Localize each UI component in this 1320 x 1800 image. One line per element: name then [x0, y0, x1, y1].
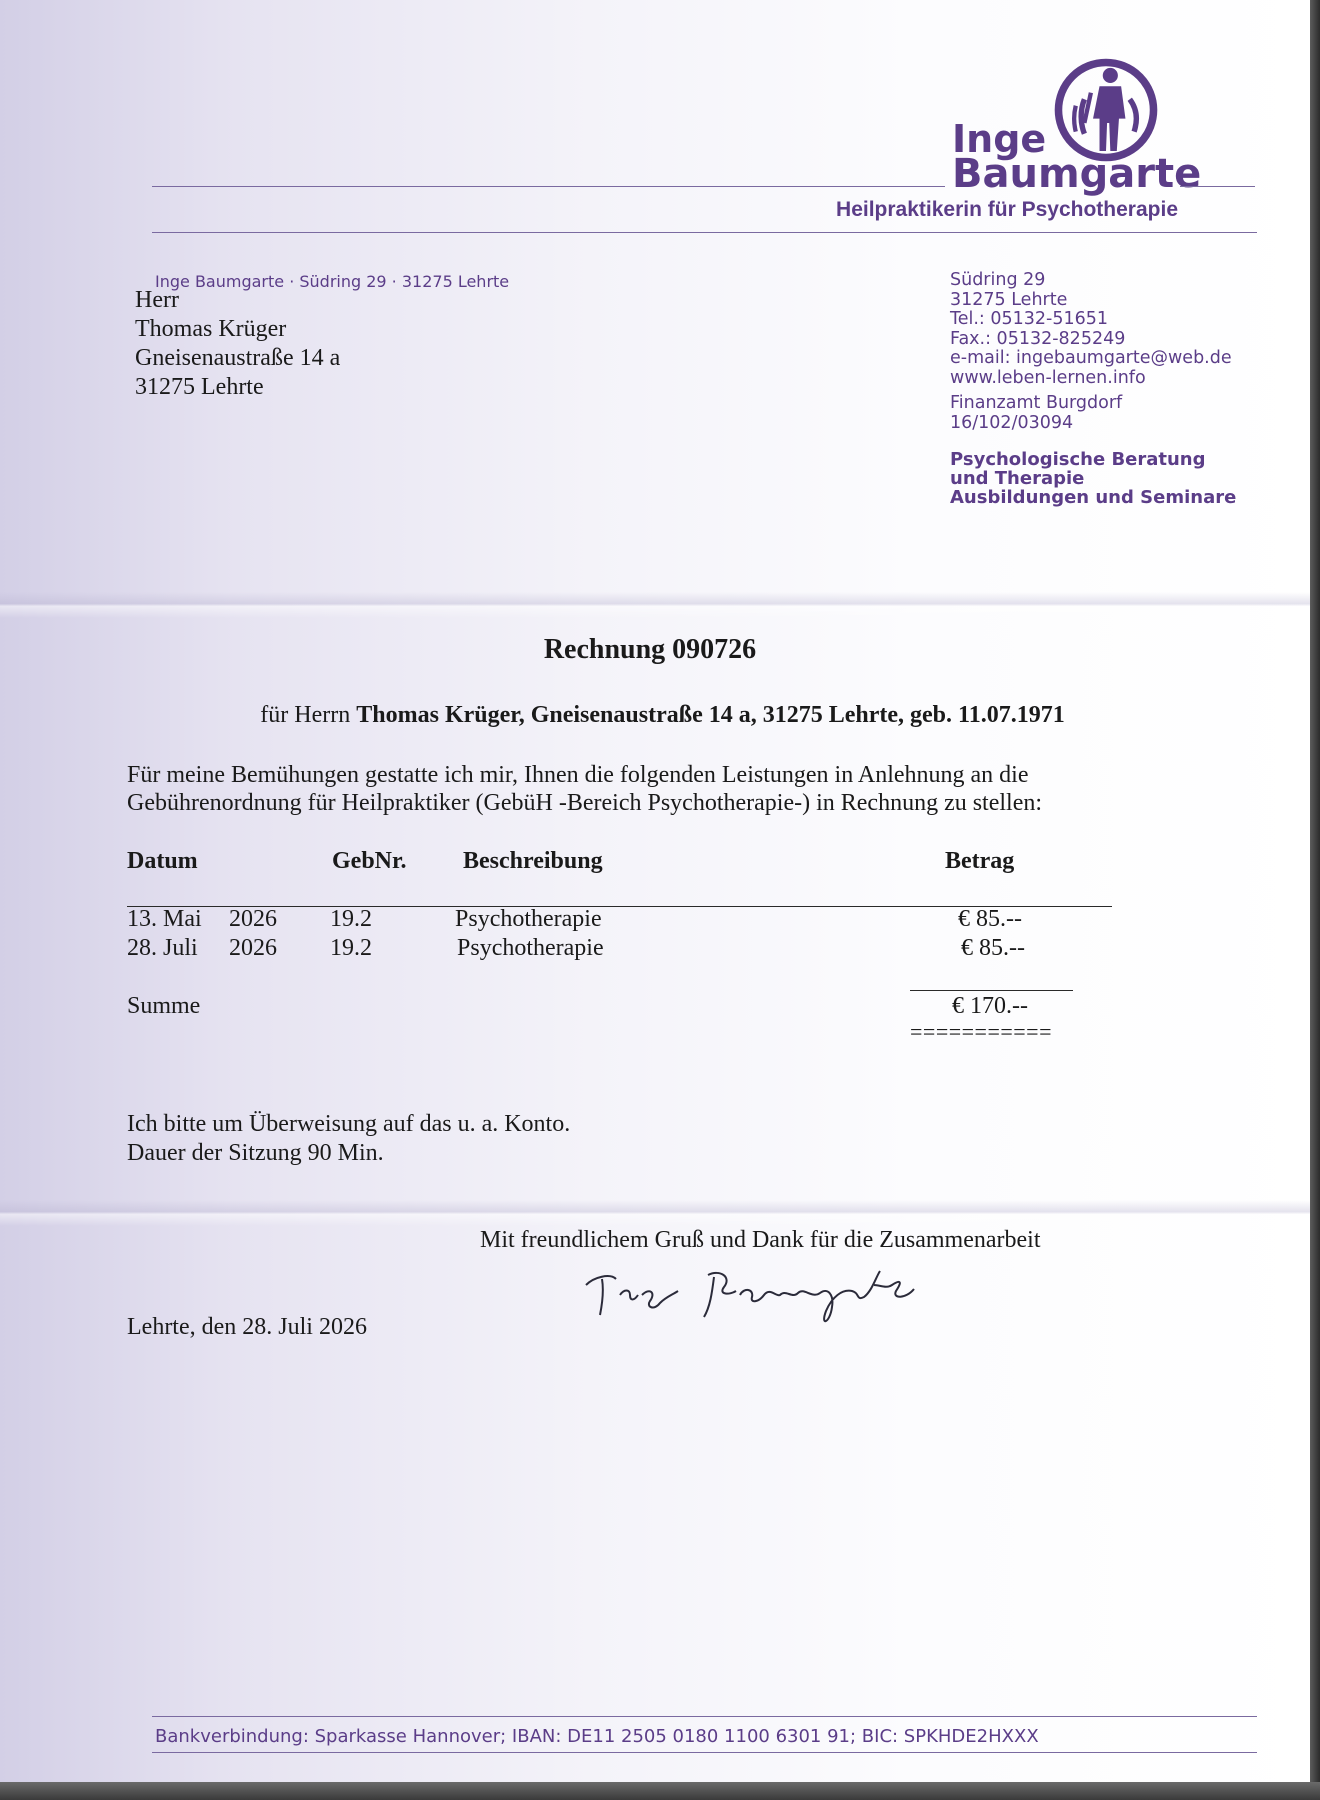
- place-date: Lehrte, den 28. Juli 2026: [127, 1314, 367, 1340]
- invoice-recipient-line: [0, 702, 1310, 729]
- contact-email: e-mail: ingebaumgarte@web.de: [950, 348, 1232, 368]
- column-header-amount: Betrag: [945, 848, 1015, 874]
- human-figure-circle-icon: [1052, 56, 1160, 164]
- letterhead-subtitle: Heilpraktikerin für Psychotherapie: [836, 198, 1178, 221]
- recipient-address: [135, 286, 340, 402]
- intro-line: Für meine Bemühungen gestatte ich mir, Ihnen die folgenden Leistungen in Anlehnung an die: [127, 762, 1029, 788]
- column-header-description: Beschreibung: [463, 848, 603, 874]
- bank-details: Bankverbindung: Sparkasse Hannover; IBAN: DE11 2505 0180 1100 6301 91; BIC: SPKHDE2HXXX: [155, 1726, 1039, 1747]
- row-description: Psychotherapie: [455, 906, 602, 932]
- contact-city: 31275 Lehrte: [950, 289, 1068, 310]
- recipient-name: Thomas Krüger: [135, 316, 287, 342]
- contact-street: Südring 29: [950, 270, 1046, 290]
- row-year: 2026: [229, 935, 277, 961]
- logo-last-name: Baumgarte: [952, 151, 1202, 197]
- services-line: und Therapie: [950, 468, 1085, 489]
- header-rule-bottom: [152, 232, 1257, 233]
- sum-label: Summe: [127, 993, 201, 1019]
- row-amount: € 85.--: [958, 906, 1022, 932]
- logo-first-name: Inge: [952, 117, 1047, 161]
- paper-fold: [0, 592, 1310, 618]
- sum-amount: € 170.--: [952, 993, 1028, 1019]
- scan-edge-bottom: [0, 1782, 1320, 1800]
- greeting: Mit freundlichem Gruß und Dank für die Zusammenarbeit: [480, 1227, 1041, 1253]
- recipient-salutation: Herr: [135, 287, 179, 313]
- row-year: 2026: [229, 906, 277, 932]
- column-header-date: Datum: [127, 848, 198, 874]
- sum-double-rule: ===========: [910, 1019, 1052, 1044]
- recipient-street: Gneisenaustraße 14 a: [135, 345, 341, 371]
- contact-tax-office: Finanzamt Burgdorf: [950, 393, 1123, 413]
- contact-block: [950, 271, 1232, 433]
- signature-icon: [580, 1255, 980, 1335]
- row-description: Psychotherapie: [457, 935, 604, 961]
- contact-web: www.leben-lernen.info: [950, 367, 1146, 388]
- intro-line: Gebührenordnung für Heilpraktiker (GebüH -Bereich Psychotherapie-) in Rechnung zu stellen:: [127, 790, 1043, 816]
- footer-rule-bottom: [152, 1752, 1257, 1753]
- row-date: 13. Mai: [127, 906, 202, 932]
- column-header-fee-no: GebNr.: [332, 848, 407, 874]
- invoice-intro: [127, 761, 1187, 817]
- row-fee-no: 19.2: [330, 935, 372, 961]
- scan-edge-right: [1310, 0, 1320, 1800]
- invoice-for-details: Thomas Krüger, Gneisenaustraße 14 a, 31275 Lehrte, geb. 11.07.1971: [356, 702, 1065, 728]
- services-line: Ausbildungen und Seminare: [950, 487, 1237, 508]
- closing-line: Dauer der Sitzung 90 Min.: [127, 1140, 384, 1166]
- contact-fax: Fax.: 05132-825249: [950, 328, 1126, 349]
- header-rule-right: [1180, 186, 1255, 187]
- row-amount: € 85.--: [961, 935, 1025, 961]
- closing-line: Ich bitte um Überweisung auf das u. a. Konto.: [127, 1111, 571, 1137]
- contact-tel: Tel.: 05132-51651: [950, 309, 1109, 329]
- closing-text: [127, 1110, 570, 1168]
- paper-fold: [0, 1200, 1310, 1226]
- footer-rule-top: [152, 1716, 1257, 1717]
- row-fee-no: 19.2: [330, 906, 372, 932]
- services-block: [950, 450, 1236, 507]
- header-rule-left: [152, 186, 945, 187]
- row-date: 28. Juli: [127, 935, 198, 961]
- sender-return-line: Inge Baumgarte · Südring 29 · 31275 Lehrte: [155, 272, 510, 291]
- sum-rule: [910, 990, 1073, 991]
- services-line: Psychologische Beratung: [950, 449, 1206, 470]
- recipient-city: 31275 Lehrte: [135, 374, 264, 400]
- invoice-title: Rechnung 090726: [543, 634, 757, 665]
- contact-tax-number: 16/102/03094: [950, 412, 1074, 433]
- invoice-for-prefix: für Herrn: [260, 702, 351, 728]
